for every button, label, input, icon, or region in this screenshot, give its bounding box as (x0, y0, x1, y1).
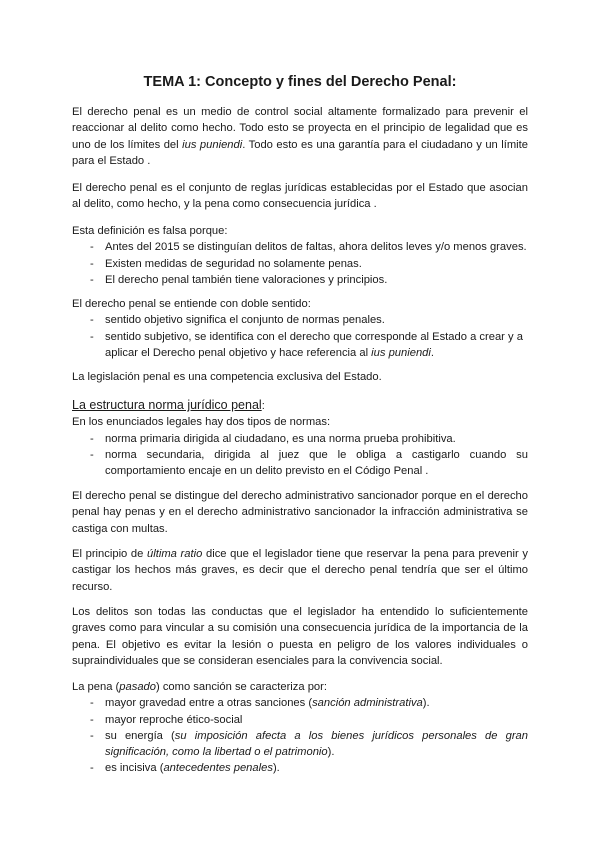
paragraph-administrative: El derecho penal se distingue del derecho administrativo sancionador porque en el derecho penal hay penas y en el derecho administrativo sancionador la infracción administrativa se castiga con multas. (72, 490, 528, 535)
list-item: - mayor gravedad entre a otras sanciones (sanción administrativa). (72, 695, 528, 711)
paragraph-definition-rules: El derecho penal es el conjunto de reglas jurídicas establecidas por el Estado que asocian al delito, como hecho, y la pena como consecuencia jurídica . (72, 182, 528, 211)
paragraph-definition-control: El derecho penal es un medio de control social altamente formalizado para prevenir el reaccionar al delito como hecho. Todo esto se proyecta en el principio de legalidad que es uno de los límites del ius puniendi. Todo esto es una garantía para el ciudadano y un límite para el Estado . (72, 106, 528, 167)
list-item: - sentido objetivo significa el conjunto de normas penales. (72, 312, 528, 328)
section-heading: La estructura norma jurídico penal: (72, 398, 265, 412)
list-intro: Esta definición es falsa porque: (72, 225, 228, 237)
term-ius-puniendi: ius puniendi (182, 138, 243, 151)
section-norm-structure (72, 397, 528, 479)
dash-list (72, 431, 528, 480)
list-item: - mayor reproche ético-social (72, 712, 528, 728)
paragraph-legislation: La legislación penal es una competencia exclusiva del Estado. (72, 371, 382, 383)
dash-list (72, 312, 528, 361)
paragraph-delitos: Los delitos son todas las conductas que el legislador ha entendido lo suficientemente graves como para vincular a su comisión una consecuencia jurídica de la importancia de la pena. El objetivo es evitar la lesión o puesta en peligro de los valores individuales o supraindividuales que se consideran esenciales para la convivencia social. (72, 606, 528, 667)
section-double-sense (72, 296, 528, 361)
list-item: - Antes del 2015 se distinguían delitos de faltas, ahora delitos leves y/o menos graves. (72, 239, 528, 255)
list-item: - norma primaria dirigida al ciudadano, es una norma prueba prohibitiva. (72, 431, 528, 447)
section-pena (72, 679, 528, 777)
term-ius-puniendi: ius puniendi (371, 346, 431, 359)
list-intro: El derecho penal se entiende con doble sentido: (72, 298, 311, 310)
list-item: - El derecho penal también tiene valoraciones y principios. (72, 272, 528, 288)
list-item: - norma secundaria, dirigida al juez que le obliga a castigarlo cuando su comportamiento encaje en un delito previsto en el Código Penal . (72, 447, 528, 480)
list-item: - es incisiva (antecedentes penales). (72, 760, 528, 776)
dash-list (72, 695, 528, 776)
list-item: - su energía (su imposición afecta a los bienes jurídicos personales de gran significación, como la libertad o el patrimonio). (72, 728, 528, 761)
page-title: TEMA 1: Concepto y fines del Derecho Penal: (143, 74, 457, 90)
list-item: - sentido subjetivo, se identifica con el derecho que corresponde al Estado a crear y a aplicar el Derecho penal objetivo y hace referencia al ius puniendi. (72, 329, 528, 362)
list-intro: La pena (pasado) como sanción se caracteriza por: (72, 681, 327, 693)
term-ultima-ratio: última ratio (147, 548, 203, 560)
list-item: - Existen medidas de seguridad no solamente penas. (72, 256, 528, 272)
dash-list (72, 239, 528, 288)
paragraph-ultima-ratio: El principio de última ratio dice que el legislador tiene que reservar la pena para prevenir y castigar los hechos más graves, es decir que el derecho penal tendría que ser el último recurso. (72, 548, 528, 593)
section-false-definition (72, 223, 528, 288)
list-intro: En los enunciados legales hay dos tipos de normas: (72, 416, 331, 429)
